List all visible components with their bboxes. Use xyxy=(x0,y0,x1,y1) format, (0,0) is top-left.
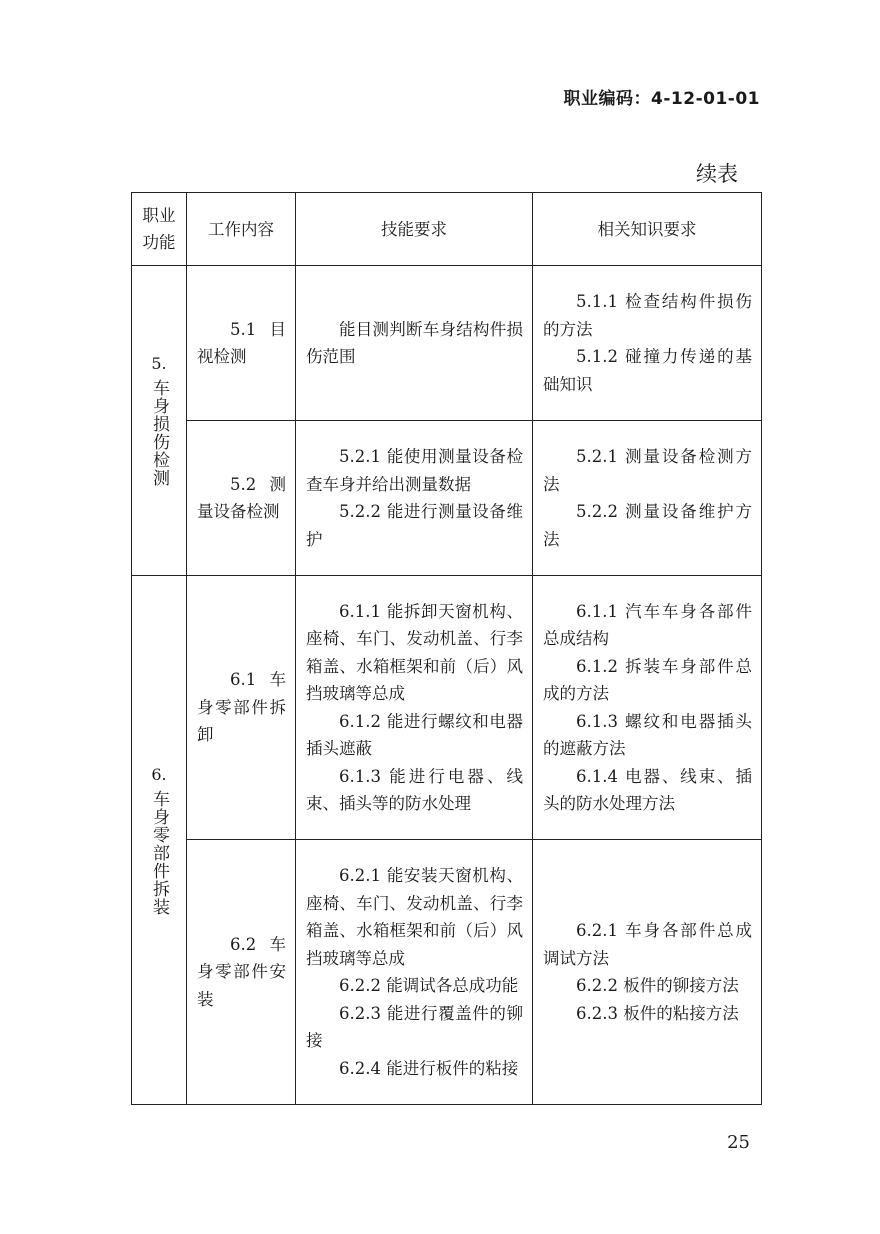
work-content-cell: 6.1 车身零部件拆卸 xyxy=(187,576,296,840)
function-name: 车身损伤检测 xyxy=(149,379,169,487)
occupation-code: 职业编码：4-12-01-01 xyxy=(563,89,760,109)
function-name: 车身零部件拆装 xyxy=(149,789,169,916)
work-content-cell: 5.2 测量设备检测 xyxy=(187,421,296,576)
function-cell xyxy=(132,266,187,576)
knowledge-cell: 6.1.1 汽车车身各部件总成结构 6.1.2 拆装车身部件总成的方法 6.1.3 螺纹和电器插头的遮蔽方法 6.1.4 电器、线束、插头的防水处理方法 xyxy=(533,576,762,840)
skills-cell: 5.2.1 能使用测量设备检查车身并给出测量数据 5.2.2 能进行测量设备维护 xyxy=(296,421,533,576)
header-work-content: 工作内容 xyxy=(187,193,296,266)
page-number: 25 xyxy=(727,1132,750,1153)
continued-label: 续表 xyxy=(696,162,738,186)
header-skills: 技能要求 xyxy=(296,193,533,266)
knowledge-cell: 5.2.1 测量设备检测方法 5.2.2 测量设备维护方法 xyxy=(533,421,762,576)
skills-table xyxy=(131,192,762,1105)
skills-cell: 能目测判断车身结构件损伤范围 xyxy=(296,266,533,421)
function-cell xyxy=(132,576,187,1105)
header-knowledge: 相关知识要求 xyxy=(533,193,762,266)
table-row xyxy=(132,840,762,1105)
work-content-cell: 6.2 车身零部件安装 xyxy=(187,840,296,1105)
table-row xyxy=(132,421,762,576)
work-content-cell: 5.1 目视检测 xyxy=(187,266,296,421)
skills-cell: 6.2.1 能安装天窗机构、座椅、车门、发动机盖、行李箱盖、水箱框架和前（后）风挡玻璃等总成 6.2.2 能调试各总成功能 6.2.3 能进行覆盖件的铆接 6.2.4 能进行板件的粘接 xyxy=(296,840,533,1105)
table-row xyxy=(132,266,762,421)
table-row xyxy=(132,576,762,840)
skills-cell: 6.1.1 能拆卸天窗机构、座椅、车门、发动机盖、行李箱盖、水箱框架和前（后）风挡玻璃等总成 6.1.2 能进行螺纹和电器插头遮蔽 6.1.3 能进行电器、线束、插头等的防水处理 xyxy=(296,576,533,840)
knowledge-cell: 6.2.1 车身各部件总成调试方法 6.2.2 板件的铆接方法 6.2.3 板件的粘接方法 xyxy=(533,840,762,1105)
function-number: 5. xyxy=(151,354,167,373)
knowledge-cell: 5.1.1 检查结构件损伤的方法 5.1.2 碰撞力传递的基础知识 xyxy=(533,266,762,421)
header-function: 职业功能 xyxy=(132,193,187,266)
function-number: 6. xyxy=(151,764,167,784)
table-header-row xyxy=(132,193,762,266)
